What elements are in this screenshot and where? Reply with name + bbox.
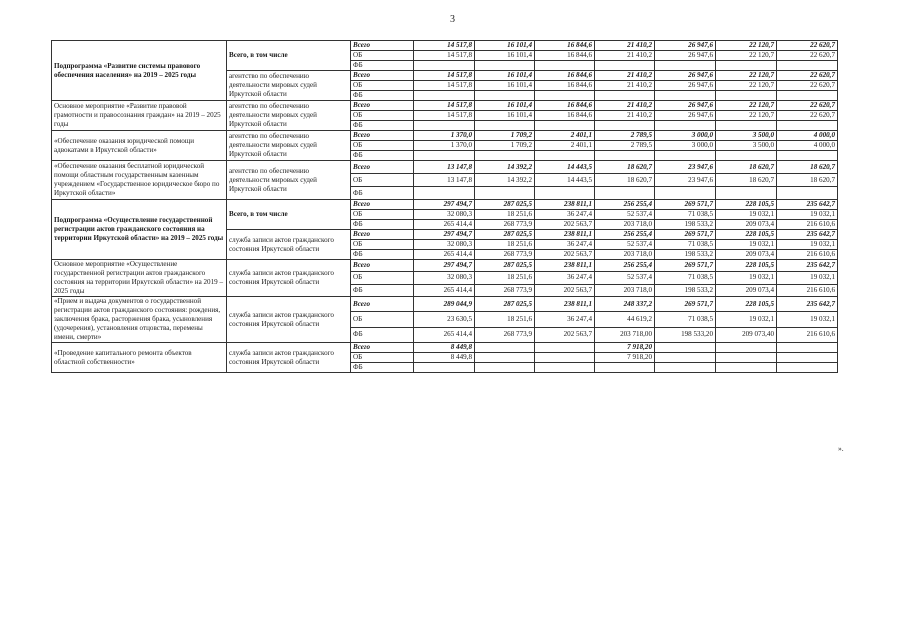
- amount-cell: [475, 61, 535, 71]
- amount-cell: 202 563,7: [535, 220, 595, 230]
- funding-source-cell: ОБ: [351, 210, 414, 220]
- executor-cell: агентство по обеспечению деятельности мировых судей Иркутской области: [227, 161, 351, 200]
- amount-cell: 2 789,5: [595, 131, 655, 141]
- amount-cell: 19 032,1: [716, 312, 777, 327]
- amount-cell: 18 620,7: [777, 161, 838, 174]
- amount-cell: 209 073,4: [716, 250, 777, 260]
- amount-cell: 22 120,7: [716, 71, 777, 81]
- funding-source-cell: ФБ: [351, 151, 414, 161]
- funding-source-cell: ФБ: [351, 91, 414, 101]
- amount-cell: [777, 121, 838, 131]
- amount-cell: [777, 343, 838, 353]
- program-name-cell: Основное мероприятие «Развитие правовой грамотности и правосознания граждан» на 2019 – 2025 годы: [52, 101, 227, 131]
- amount-cell: 36 247,4: [535, 210, 595, 220]
- amount-cell: 1 709,2: [475, 141, 535, 151]
- amount-cell: 19 032,1: [716, 272, 777, 284]
- amount-cell: 216 610,6: [777, 327, 838, 342]
- amount-cell: 52 537,4: [595, 210, 655, 220]
- amount-cell: [475, 343, 535, 353]
- amount-cell: 16 844,6: [535, 111, 595, 121]
- amount-cell: 287 025,5: [475, 297, 535, 312]
- amount-cell: 19 032,1: [777, 240, 838, 250]
- table-row: [52, 260, 838, 272]
- amount-cell: [595, 363, 655, 373]
- amount-cell: 268 773,9: [475, 250, 535, 260]
- amount-cell: [475, 121, 535, 131]
- amount-cell: 22 620,7: [777, 111, 838, 121]
- amount-cell: 21 410,2: [595, 111, 655, 121]
- amount-cell: 238 811,1: [535, 297, 595, 312]
- amount-cell: 289 044,9: [414, 297, 475, 312]
- amount-cell: 4 000,0: [777, 131, 838, 141]
- amount-cell: 19 032,1: [716, 210, 777, 220]
- table-row: [52, 131, 838, 141]
- program-name-cell: «Проведение капитального ремонта объектов областной собственности»: [52, 343, 227, 373]
- amount-cell: 265 414,4: [414, 327, 475, 342]
- amount-cell: 14 517,8: [414, 41, 475, 51]
- funding-source-cell: ОБ: [351, 174, 414, 187]
- amount-cell: 19 032,1: [716, 240, 777, 250]
- amount-cell: 238 811,1: [535, 260, 595, 272]
- amount-cell: 202 563,7: [535, 327, 595, 342]
- amount-cell: [716, 121, 777, 131]
- amount-cell: 238 811,1: [535, 200, 595, 210]
- budget-table: [51, 40, 838, 373]
- amount-cell: 26 947,6: [655, 101, 716, 111]
- amount-cell: 268 773,9: [475, 284, 535, 296]
- amount-cell: [655, 353, 716, 363]
- amount-cell: [716, 61, 777, 71]
- amount-cell: 216 610,6: [777, 220, 838, 230]
- funding-source-cell: ФБ: [351, 187, 414, 200]
- amount-cell: [414, 187, 475, 200]
- amount-cell: 297 494,7: [414, 260, 475, 272]
- amount-cell: [716, 91, 777, 101]
- amount-cell: [414, 121, 475, 131]
- funding-source-cell: ОБ: [351, 272, 414, 284]
- amount-cell: 14 517,8: [414, 111, 475, 121]
- amount-cell: 18 251,6: [475, 240, 535, 250]
- amount-cell: 3 000,0: [655, 131, 716, 141]
- program-name-cell: Основное мероприятие «Осуществление государственной регистрации актов гражданского состояния на территории Иркутской области» на 2019 – 2025 годы: [52, 260, 227, 297]
- amount-cell: [535, 151, 595, 161]
- amount-cell: 22 620,7: [777, 101, 838, 111]
- budget-body: [52, 41, 838, 373]
- amount-cell: [595, 61, 655, 71]
- amount-cell: 287 025,5: [475, 200, 535, 210]
- amount-cell: [475, 91, 535, 101]
- table-row: [52, 101, 838, 111]
- amount-cell: 26 947,6: [655, 51, 716, 61]
- amount-cell: 7 918,20: [595, 353, 655, 363]
- funding-source-cell: Всего: [351, 343, 414, 353]
- amount-cell: 22 120,7: [716, 101, 777, 111]
- amount-cell: [535, 121, 595, 131]
- amount-cell: 21 410,2: [595, 41, 655, 51]
- amount-cell: 18 620,7: [595, 174, 655, 187]
- amount-cell: [655, 61, 716, 71]
- amount-cell: 13 147,8: [414, 174, 475, 187]
- executor-cell: служба записи актов гражданского состояния Иркутской области: [227, 230, 351, 260]
- amount-cell: 203 718,0: [595, 220, 655, 230]
- amount-cell: 21 410,2: [595, 101, 655, 111]
- amount-cell: [716, 363, 777, 373]
- amount-cell: 36 247,4: [535, 240, 595, 250]
- funding-source-cell: ОБ: [351, 81, 414, 91]
- amount-cell: 22 120,7: [716, 51, 777, 61]
- amount-cell: [414, 61, 475, 71]
- amount-cell: 22 120,7: [716, 81, 777, 91]
- amount-cell: 16 844,6: [535, 41, 595, 51]
- amount-cell: [595, 121, 655, 131]
- amount-cell: 22 620,7: [777, 81, 838, 91]
- amount-cell: 16 844,6: [535, 101, 595, 111]
- amount-cell: 198 533,2: [655, 220, 716, 230]
- funding-source-cell: ФБ: [351, 284, 414, 296]
- amount-cell: [655, 343, 716, 353]
- amount-cell: 18 620,7: [777, 174, 838, 187]
- funding-source-cell: ФБ: [351, 220, 414, 230]
- amount-cell: [716, 151, 777, 161]
- amount-cell: 71 038,5: [655, 240, 716, 250]
- amount-cell: 21 410,2: [595, 81, 655, 91]
- amount-cell: 235 642,7: [777, 230, 838, 240]
- funding-source-cell: ФБ: [351, 121, 414, 131]
- amount-cell: [414, 363, 475, 373]
- amount-cell: 14 443,5: [535, 174, 595, 187]
- amount-cell: [475, 151, 535, 161]
- executor-cell: служба записи актов гражданского состояния Иркутской области: [227, 260, 351, 297]
- amount-cell: [655, 91, 716, 101]
- amount-cell: 2 401,1: [535, 141, 595, 151]
- amount-cell: 1 370,0: [414, 141, 475, 151]
- amount-cell: 26 947,6: [655, 81, 716, 91]
- amount-cell: 32 080,3: [414, 272, 475, 284]
- funding-source-cell: ОБ: [351, 51, 414, 61]
- amount-cell: 18 620,7: [716, 174, 777, 187]
- amount-cell: 16 101,4: [475, 81, 535, 91]
- amount-cell: 23 947,6: [655, 161, 716, 174]
- funding-source-cell: ФБ: [351, 363, 414, 373]
- amount-cell: [475, 353, 535, 363]
- amount-cell: 269 571,7: [655, 260, 716, 272]
- amount-cell: 14 517,8: [414, 81, 475, 91]
- amount-cell: 2 401,1: [535, 131, 595, 141]
- amount-cell: 235 642,7: [777, 260, 838, 272]
- funding-source-cell: ОБ: [351, 312, 414, 327]
- amount-cell: 14 443,5: [535, 161, 595, 174]
- amount-cell: 248 337,2: [595, 297, 655, 312]
- amount-cell: 26 947,6: [655, 71, 716, 81]
- amount-cell: 265 414,4: [414, 220, 475, 230]
- amount-cell: 256 255,4: [595, 260, 655, 272]
- amount-cell: 209 073,40: [716, 327, 777, 342]
- amount-cell: 44 619,2: [595, 312, 655, 327]
- amount-cell: 4 000,0: [777, 141, 838, 151]
- amount-cell: 18 620,7: [595, 161, 655, 174]
- amount-cell: 8 449,8: [414, 353, 475, 363]
- amount-cell: 216 610,6: [777, 284, 838, 296]
- amount-cell: 14 517,8: [414, 51, 475, 61]
- amount-cell: 26 947,6: [655, 41, 716, 51]
- amount-cell: [535, 61, 595, 71]
- amount-cell: 269 571,7: [655, 230, 716, 240]
- amount-cell: 32 080,3: [414, 210, 475, 220]
- amount-cell: 203 718,0: [595, 284, 655, 296]
- amount-cell: 52 537,4: [595, 272, 655, 284]
- amount-cell: 228 105,5: [716, 230, 777, 240]
- amount-cell: 14 517,8: [414, 101, 475, 111]
- amount-cell: [535, 187, 595, 200]
- amount-cell: 22 620,7: [777, 71, 838, 81]
- amount-cell: 21 410,2: [595, 71, 655, 81]
- amount-cell: 21 410,2: [595, 51, 655, 61]
- amount-cell: 16 844,6: [535, 71, 595, 81]
- amount-cell: [655, 187, 716, 200]
- amount-cell: [716, 353, 777, 363]
- amount-cell: [595, 91, 655, 101]
- funding-source-cell: Всего: [351, 161, 414, 174]
- amount-cell: 14 392,2: [475, 161, 535, 174]
- amount-cell: [535, 91, 595, 101]
- amount-cell: 216 610,6: [777, 250, 838, 260]
- executor-cell: Всего, в том числе: [227, 41, 351, 71]
- amount-cell: [655, 121, 716, 131]
- amount-cell: 16 101,4: [475, 41, 535, 51]
- amount-cell: 36 247,4: [535, 272, 595, 284]
- table-row: [52, 200, 838, 210]
- funding-source-cell: Всего: [351, 71, 414, 81]
- table-row: [52, 161, 838, 174]
- amount-cell: 16 101,4: [475, 51, 535, 61]
- amount-cell: 228 105,5: [716, 297, 777, 312]
- program-name-cell: Подпрограмма «Развитие системы правового обеспечения населения» на 2019 – 2025 годы: [52, 41, 227, 101]
- amount-cell: 22 120,7: [716, 111, 777, 121]
- amount-cell: 228 105,5: [716, 260, 777, 272]
- amount-cell: 202 563,7: [535, 284, 595, 296]
- amount-cell: 256 255,4: [595, 200, 655, 210]
- amount-cell: 36 247,4: [535, 312, 595, 327]
- program-name-cell: Подпрограмма «Осуществление государственной регистрации актов гражданского состояния на территории Иркутской области» на 2019 – 2025 годы: [52, 200, 227, 260]
- amount-cell: 228 105,5: [716, 200, 777, 210]
- amount-cell: 22 120,7: [716, 41, 777, 51]
- amount-cell: 22 620,7: [777, 41, 838, 51]
- amount-cell: 23 630,5: [414, 312, 475, 327]
- amount-cell: 297 494,7: [414, 230, 475, 240]
- funding-source-cell: Всего: [351, 230, 414, 240]
- amount-cell: 287 025,5: [475, 230, 535, 240]
- amount-cell: [595, 187, 655, 200]
- executor-cell: Всего, в том числе: [227, 200, 351, 230]
- funding-source-cell: ОБ: [351, 111, 414, 121]
- amount-cell: 269 571,7: [655, 200, 716, 210]
- amount-cell: 14 517,8: [414, 71, 475, 81]
- table-row: [52, 343, 838, 353]
- amount-cell: 287 025,5: [475, 260, 535, 272]
- amount-cell: 18 251,6: [475, 272, 535, 284]
- amount-cell: 71 038,5: [655, 312, 716, 327]
- amount-cell: [716, 187, 777, 200]
- amount-cell: 269 571,7: [655, 297, 716, 312]
- amount-cell: 8 449,8: [414, 343, 475, 353]
- program-name-cell: «Обеспечение оказания бесплатной юридической помощи областным государственным казенным учреждением «Государственное юридическое бюро по Иркутской области»: [52, 161, 227, 200]
- amount-cell: [777, 353, 838, 363]
- closing-quote: ».: [838, 444, 844, 453]
- amount-cell: 235 642,7: [777, 200, 838, 210]
- amount-cell: [475, 363, 535, 373]
- funding-source-cell: Всего: [351, 101, 414, 111]
- program-name-cell: «Прием и выдача документов о государственной регистрации актов гражданского состояния: рождения, заключения брака, расторжения брака, усыновления (удочерения), установления отцовства, перемены имени, смерти»: [52, 297, 227, 343]
- amount-cell: 52 537,4: [595, 240, 655, 250]
- amount-cell: [777, 363, 838, 373]
- amount-cell: 19 032,1: [777, 272, 838, 284]
- amount-cell: 3 500,0: [716, 141, 777, 151]
- table-row: [52, 41, 838, 51]
- amount-cell: 198 533,2: [655, 284, 716, 296]
- funding-source-cell: ФБ: [351, 250, 414, 260]
- funding-source-cell: Всего: [351, 41, 414, 51]
- amount-cell: 19 032,1: [777, 210, 838, 220]
- amount-cell: 203 718,00: [595, 327, 655, 342]
- amount-cell: [414, 151, 475, 161]
- amount-cell: 209 073,4: [716, 220, 777, 230]
- amount-cell: 198 533,20: [655, 327, 716, 342]
- amount-cell: 18 620,7: [716, 161, 777, 174]
- amount-cell: 23 947,6: [655, 174, 716, 187]
- amount-cell: 13 147,8: [414, 161, 475, 174]
- amount-cell: 16 844,6: [535, 51, 595, 61]
- amount-cell: 1 709,2: [475, 131, 535, 141]
- amount-cell: 209 073,4: [716, 284, 777, 296]
- executor-cell: агентство по обеспечению деятельности мировых судей Иркутской области: [227, 131, 351, 161]
- amount-cell: [655, 363, 716, 373]
- amount-cell: 71 038,5: [655, 210, 716, 220]
- amount-cell: [414, 91, 475, 101]
- amount-cell: 235 642,7: [777, 297, 838, 312]
- executor-cell: служба записи актов гражданского состояния Иркутской области: [227, 297, 351, 343]
- amount-cell: 7 918,20: [595, 343, 655, 353]
- amount-cell: [777, 151, 838, 161]
- funding-source-cell: ФБ: [351, 61, 414, 71]
- amount-cell: [777, 91, 838, 101]
- amount-cell: [595, 151, 655, 161]
- amount-cell: 3 500,0: [716, 131, 777, 141]
- amount-cell: 18 251,6: [475, 312, 535, 327]
- amount-cell: 2 789,5: [595, 141, 655, 151]
- amount-cell: 18 251,6: [475, 210, 535, 220]
- amount-cell: 203 718,0: [595, 250, 655, 260]
- table-row: [52, 297, 838, 312]
- amount-cell: 16 101,4: [475, 111, 535, 121]
- amount-cell: 19 032,1: [777, 312, 838, 327]
- amount-cell: 3 000,0: [655, 141, 716, 151]
- amount-cell: 238 811,1: [535, 230, 595, 240]
- executor-cell: агентство по обеспечению деятельности мировых судей Иркутской области: [227, 101, 351, 131]
- amount-cell: 32 080,3: [414, 240, 475, 250]
- funding-source-cell: Всего: [351, 200, 414, 210]
- page-number: 3: [450, 14, 455, 25]
- amount-cell: 26 947,6: [655, 111, 716, 121]
- amount-cell: [777, 187, 838, 200]
- amount-cell: [475, 187, 535, 200]
- amount-cell: 198 533,2: [655, 250, 716, 260]
- amount-cell: 14 392,2: [475, 174, 535, 187]
- executor-cell: служба записи актов гражданского состояния Иркутской области: [227, 343, 351, 373]
- amount-cell: [777, 61, 838, 71]
- amount-cell: [535, 343, 595, 353]
- executor-cell: агентство по обеспечению деятельности мировых судей Иркутской области: [227, 71, 351, 101]
- amount-cell: [716, 343, 777, 353]
- amount-cell: [535, 353, 595, 363]
- amount-cell: 265 414,4: [414, 284, 475, 296]
- amount-cell: 256 255,4: [595, 230, 655, 240]
- amount-cell: 297 494,7: [414, 200, 475, 210]
- funding-source-cell: ОБ: [351, 141, 414, 151]
- amount-cell: 71 038,5: [655, 272, 716, 284]
- amount-cell: 268 773,9: [475, 327, 535, 342]
- funding-source-cell: ОБ: [351, 353, 414, 363]
- amount-cell: 16 101,4: [475, 101, 535, 111]
- funding-source-cell: ФБ: [351, 327, 414, 342]
- amount-cell: 202 563,7: [535, 250, 595, 260]
- amount-cell: 268 773,9: [475, 220, 535, 230]
- amount-cell: [655, 151, 716, 161]
- program-name-cell: «Обеспечение оказания юридической помощи адвокатами в Иркутской области»: [52, 131, 227, 161]
- amount-cell: [535, 363, 595, 373]
- funding-source-cell: Всего: [351, 297, 414, 312]
- amount-cell: 16 844,6: [535, 81, 595, 91]
- funding-source-cell: Всего: [351, 260, 414, 272]
- amount-cell: 16 101,4: [475, 71, 535, 81]
- funding-source-cell: ОБ: [351, 240, 414, 250]
- amount-cell: 265 414,4: [414, 250, 475, 260]
- amount-cell: 1 370,0: [414, 131, 475, 141]
- funding-source-cell: Всего: [351, 131, 414, 141]
- amount-cell: 22 620,7: [777, 51, 838, 61]
